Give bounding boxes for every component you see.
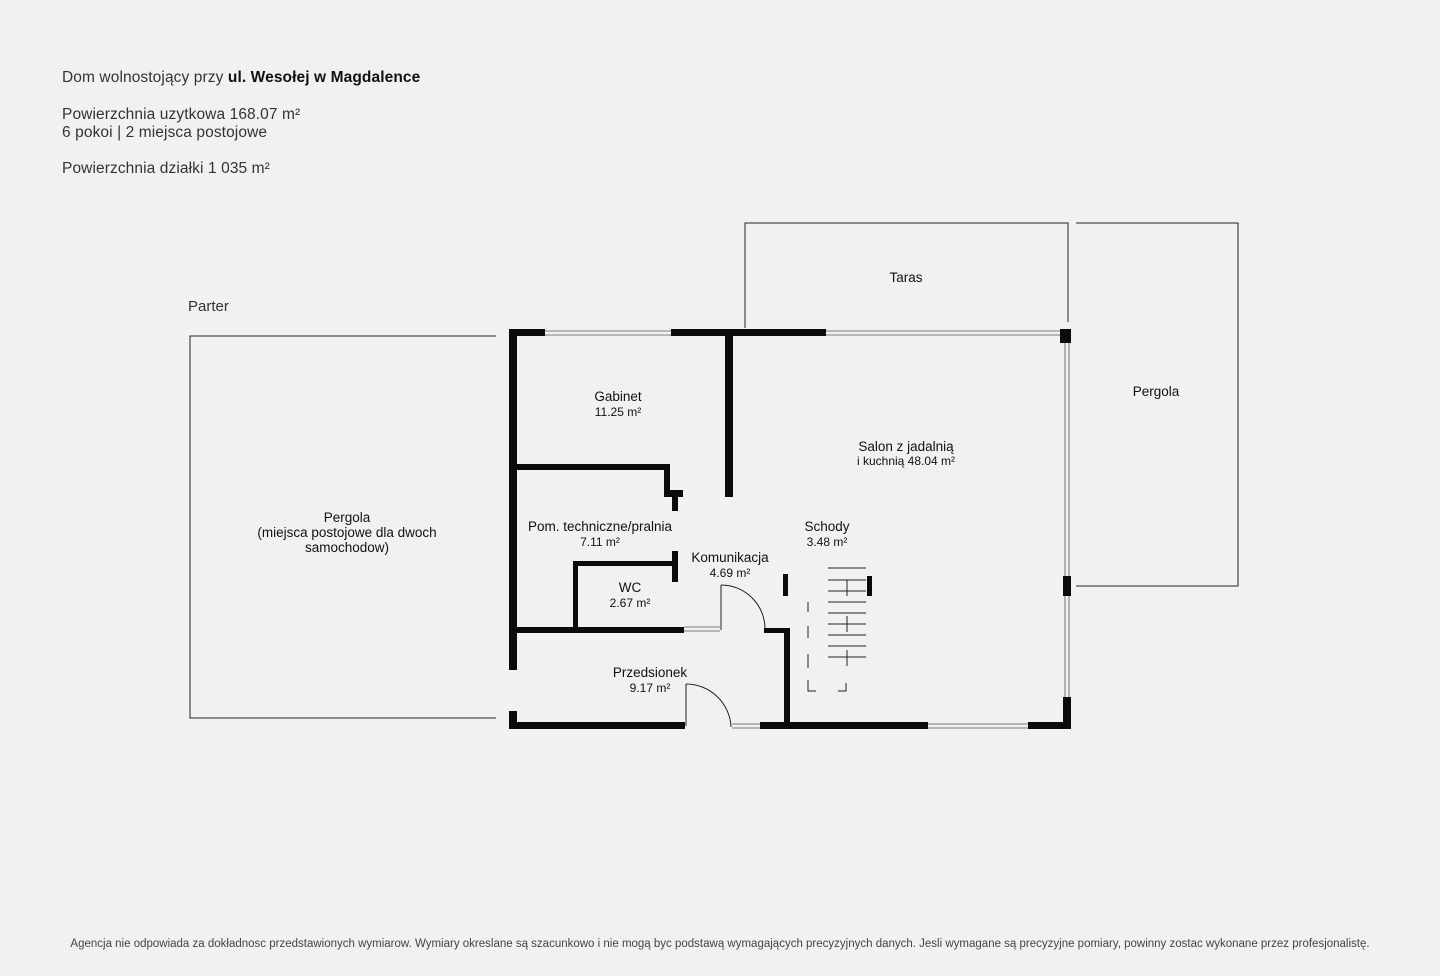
room-area-komunikacja: 4.69 m² (709, 566, 751, 580)
room-area-techniczne: 7.11 m² (580, 535, 620, 549)
pergola-left-line-2: (miejsca postojowe dla dwoch (257, 525, 437, 540)
pergola-left-line-3: samochodow) (304, 540, 390, 555)
stairs (808, 568, 866, 691)
room-area-salon: i kuchnią 48.04 m² (856, 454, 956, 468)
room-area-schody: 3.48 m² (806, 535, 848, 549)
room-area-przedsionek: 9.17 m² (629, 681, 671, 695)
room-name-schody: Schody (804, 519, 850, 534)
room-name-wc: WC (618, 580, 642, 595)
title-prefix: Dom wolnostojący przy (62, 69, 228, 86)
plot-area-text: Powierzchnia działki 1 035 m² (62, 160, 270, 177)
disclaimer: Agencja nie odpowiada za dokładnosc przedstawionych wymiarow. Wymiary okreslane są szacunkowo i nie mogą byc podstawą wymagających precyzyjnych danych. Jesli wymagane są precyzyjne pomiary, powinny zostac wykonane przez profesjonalistę. (70, 938, 1370, 950)
room-area-gabinet: 11.25 m² (594, 405, 642, 419)
room-name-taras: Taras (889, 270, 923, 285)
rooms-parking-text: 6 pokoi | 2 miejsca postojowe (62, 124, 268, 141)
room-name-salon: Salon z jadalnią (858, 439, 954, 454)
pergola-left-line-1: Pergola (323, 510, 371, 525)
room-name-techniczne: Pom. techniczne/pralnia (527, 519, 673, 534)
room-area-wc: 2.67 m² (609, 596, 651, 610)
room-name-przedsionek: Przedsionek (612, 665, 688, 680)
usable-area-text: Powierzchnia uzytkowa 168.07 m² (62, 106, 301, 123)
room-name-pergola-right: Pergola (1132, 384, 1180, 399)
pergola-right-outline (1076, 223, 1238, 586)
door-komunikacja-swing (721, 585, 765, 629)
door-entrance-swing (686, 684, 731, 727)
doors (686, 585, 765, 727)
title-address: ul. Wesołej w Magdalence (227, 69, 421, 86)
room-name-komunikacja: Komunikacja (691, 550, 769, 565)
floor-label: Parter (188, 298, 229, 315)
outline-areas (190, 223, 1238, 718)
room-name-gabinet: Gabinet (594, 389, 642, 404)
